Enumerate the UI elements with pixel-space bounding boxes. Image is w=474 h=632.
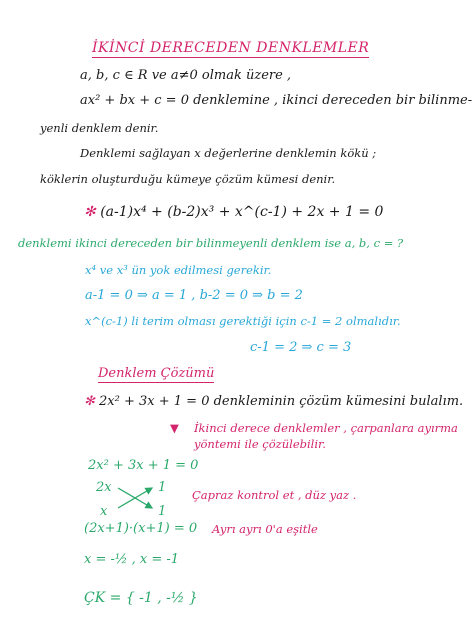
example-1-c-solution: c-1 = 2 ⇒ c = 3: [250, 340, 352, 355]
cross-bottom-left: x: [100, 504, 108, 519]
roots: x = -½ , x = -1: [84, 552, 180, 567]
root-definition-line-1: Denklemi sağlayan x değerlerine denklemin kökü ;: [80, 146, 377, 160]
definition-line-2: ax² + bx + c = 0 denklemine , ikinci dereceden bir bilinme-: [80, 93, 473, 108]
definition-line-3: yenli denklem denir.: [40, 121, 159, 135]
cross-top-left: 2x: [96, 480, 112, 495]
cross-bottom-right: 1: [158, 504, 167, 519]
cross-top-right: 1: [158, 480, 167, 495]
example-marker-icon: ✻: [84, 204, 101, 220]
factorization-equation: 2x² + 3x + 1 = 0: [88, 458, 199, 473]
factored-note: Ayrı ayrı 0'a eşitle: [212, 522, 318, 536]
example-1-note: x⁴ ve x³ ün yok edilmesi gerekir.: [85, 263, 272, 277]
definition-line-1: a, b, c ∈ R ve a≠0 olmak üzere ,: [80, 68, 292, 83]
example-1-c-note: x^(c-1) li terim olması gerektiği için c-1 = 2 olmalıdır.: [85, 314, 401, 328]
example-marker-icon: ✻: [84, 394, 100, 409]
tip-icon: ▼: [170, 421, 179, 435]
example-2-equation: ✻ 2x² + 3x + 1 = 0 denkleminin çözüm kümesini bulalım.: [84, 394, 464, 409]
tip-line-1: İkinci derece denklemler , çarpanlara ayırma: [194, 421, 458, 435]
cross-note: Çapraz kontrol et , düz yaz .: [192, 488, 357, 502]
example-1-equation: ✻ (a-1)x⁴ + (b-2)x³ + x^(c-1) + 2x + 1 = 0: [84, 204, 384, 220]
solution-set: ÇK = { -1 , -½ }: [84, 590, 198, 606]
page-title: İKİNCİ DERECEDEN DENKLEMLER: [92, 40, 370, 56]
tip-line-2: yöntemi ile çözülebilir.: [194, 437, 326, 451]
example-1-question: denklemi ikinci dereceden bir bilinmeyenli denklem ise a, b, c = ?: [18, 236, 404, 250]
section-title: Denklem Çözümü: [98, 366, 215, 381]
example-1-ab-solution: a-1 = 0 ⇒ a = 1 , b-2 = 0 ⇒ b = 2: [85, 288, 303, 303]
factored-equation: (2x+1)·(x+1) = 0: [84, 521, 198, 536]
root-definition-line-2: köklerin oluşturduğu kümeye çözüm kümesi denir.: [40, 172, 336, 186]
